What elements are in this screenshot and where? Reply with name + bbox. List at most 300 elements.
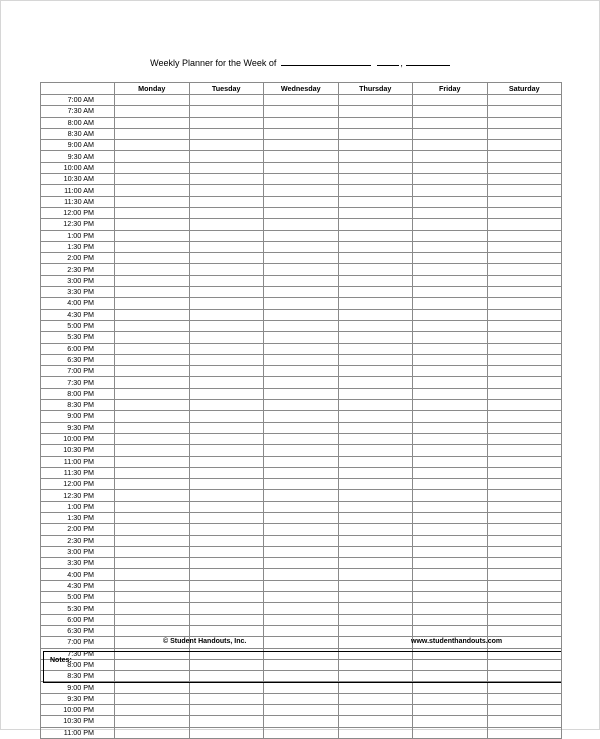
- schedule-cell-thursday[interactable]: [338, 287, 413, 298]
- schedule-cell-saturday[interactable]: [487, 219, 562, 230]
- schedule-cell-tuesday[interactable]: [189, 230, 264, 241]
- schedule-cell-thursday[interactable]: [338, 411, 413, 422]
- schedule-cell-thursday[interactable]: [338, 366, 413, 377]
- schedule-cell-friday[interactable]: [413, 524, 488, 535]
- schedule-cell-friday[interactable]: [413, 682, 488, 693]
- schedule-cell-monday[interactable]: [115, 320, 190, 331]
- schedule-cell-tuesday[interactable]: [189, 264, 264, 275]
- schedule-cell-thursday[interactable]: [338, 524, 413, 535]
- schedule-cell-friday[interactable]: [413, 479, 488, 490]
- schedule-cell-monday[interactable]: [115, 716, 190, 727]
- schedule-cell-wednesday[interactable]: [264, 524, 339, 535]
- schedule-cell-friday[interactable]: [413, 117, 488, 128]
- schedule-cell-friday[interactable]: [413, 727, 488, 738]
- schedule-cell-tuesday[interactable]: [189, 535, 264, 546]
- schedule-cell-friday[interactable]: [413, 614, 488, 625]
- schedule-cell-tuesday[interactable]: [189, 614, 264, 625]
- schedule-cell-thursday[interactable]: [338, 140, 413, 151]
- schedule-cell-thursday[interactable]: [338, 716, 413, 727]
- schedule-cell-wednesday[interactable]: [264, 614, 339, 625]
- schedule-cell-thursday[interactable]: [338, 400, 413, 411]
- schedule-cell-monday[interactable]: [115, 535, 190, 546]
- schedule-cell-thursday[interactable]: [338, 388, 413, 399]
- schedule-cell-tuesday[interactable]: [189, 501, 264, 512]
- schedule-cell-tuesday[interactable]: [189, 117, 264, 128]
- schedule-cell-wednesday[interactable]: [264, 140, 339, 151]
- schedule-cell-thursday[interactable]: [338, 241, 413, 252]
- schedule-cell-thursday[interactable]: [338, 682, 413, 693]
- schedule-cell-friday[interactable]: [413, 422, 488, 433]
- schedule-cell-thursday[interactable]: [338, 558, 413, 569]
- schedule-cell-wednesday[interactable]: [264, 95, 339, 106]
- schedule-cell-monday[interactable]: [115, 400, 190, 411]
- schedule-cell-tuesday[interactable]: [189, 512, 264, 523]
- schedule-cell-friday[interactable]: [413, 128, 488, 139]
- schedule-cell-wednesday[interactable]: [264, 241, 339, 252]
- schedule-cell-friday[interactable]: [413, 411, 488, 422]
- schedule-cell-thursday[interactable]: [338, 625, 413, 636]
- schedule-cell-tuesday[interactable]: [189, 140, 264, 151]
- schedule-cell-tuesday[interactable]: [189, 592, 264, 603]
- schedule-cell-wednesday[interactable]: [264, 592, 339, 603]
- schedule-cell-monday[interactable]: [115, 456, 190, 467]
- schedule-cell-monday[interactable]: [115, 309, 190, 320]
- schedule-cell-monday[interactable]: [115, 592, 190, 603]
- schedule-cell-friday[interactable]: [413, 253, 488, 264]
- schedule-cell-wednesday[interactable]: [264, 275, 339, 286]
- schedule-cell-friday[interactable]: [413, 275, 488, 286]
- schedule-cell-monday[interactable]: [115, 682, 190, 693]
- schedule-cell-saturday[interactable]: [487, 569, 562, 580]
- schedule-cell-wednesday[interactable]: [264, 287, 339, 298]
- schedule-cell-monday[interactable]: [115, 128, 190, 139]
- schedule-cell-tuesday[interactable]: [189, 388, 264, 399]
- schedule-cell-wednesday[interactable]: [264, 727, 339, 738]
- schedule-cell-monday[interactable]: [115, 117, 190, 128]
- schedule-cell-saturday[interactable]: [487, 422, 562, 433]
- schedule-cell-saturday[interactable]: [487, 377, 562, 388]
- schedule-cell-thursday[interactable]: [338, 479, 413, 490]
- schedule-cell-thursday[interactable]: [338, 332, 413, 343]
- schedule-cell-monday[interactable]: [115, 479, 190, 490]
- schedule-cell-wednesday[interactable]: [264, 535, 339, 546]
- schedule-cell-friday[interactable]: [413, 716, 488, 727]
- schedule-cell-monday[interactable]: [115, 705, 190, 716]
- schedule-cell-tuesday[interactable]: [189, 309, 264, 320]
- schedule-cell-saturday[interactable]: [487, 580, 562, 591]
- schedule-cell-saturday[interactable]: [487, 614, 562, 625]
- schedule-cell-monday[interactable]: [115, 106, 190, 117]
- schedule-cell-monday[interactable]: [115, 95, 190, 106]
- schedule-cell-saturday[interactable]: [487, 400, 562, 411]
- schedule-cell-wednesday[interactable]: [264, 196, 339, 207]
- schedule-cell-thursday[interactable]: [338, 467, 413, 478]
- schedule-cell-wednesday[interactable]: [264, 332, 339, 343]
- schedule-cell-saturday[interactable]: [487, 682, 562, 693]
- schedule-cell-thursday[interactable]: [338, 456, 413, 467]
- schedule-cell-saturday[interactable]: [487, 151, 562, 162]
- schedule-cell-thursday[interactable]: [338, 128, 413, 139]
- schedule-cell-friday[interactable]: [413, 207, 488, 218]
- schedule-cell-monday[interactable]: [115, 490, 190, 501]
- schedule-cell-tuesday[interactable]: [189, 580, 264, 591]
- schedule-cell-tuesday[interactable]: [189, 185, 264, 196]
- schedule-cell-thursday[interactable]: [338, 298, 413, 309]
- schedule-cell-saturday[interactable]: [487, 693, 562, 704]
- schedule-cell-thursday[interactable]: [338, 196, 413, 207]
- schedule-cell-thursday[interactable]: [338, 614, 413, 625]
- schedule-cell-friday[interactable]: [413, 140, 488, 151]
- schedule-cell-saturday[interactable]: [487, 558, 562, 569]
- schedule-cell-friday[interactable]: [413, 388, 488, 399]
- schedule-cell-wednesday[interactable]: [264, 546, 339, 557]
- schedule-cell-saturday[interactable]: [487, 241, 562, 252]
- schedule-cell-thursday[interactable]: [338, 354, 413, 365]
- schedule-cell-wednesday[interactable]: [264, 682, 339, 693]
- schedule-cell-thursday[interactable]: [338, 106, 413, 117]
- schedule-cell-tuesday[interactable]: [189, 603, 264, 614]
- schedule-cell-tuesday[interactable]: [189, 705, 264, 716]
- schedule-cell-monday[interactable]: [115, 275, 190, 286]
- schedule-cell-tuesday[interactable]: [189, 343, 264, 354]
- schedule-cell-monday[interactable]: [115, 433, 190, 444]
- schedule-cell-wednesday[interactable]: [264, 377, 339, 388]
- schedule-cell-friday[interactable]: [413, 546, 488, 557]
- schedule-cell-tuesday[interactable]: [189, 716, 264, 727]
- schedule-cell-saturday[interactable]: [487, 309, 562, 320]
- schedule-cell-tuesday[interactable]: [189, 151, 264, 162]
- schedule-cell-tuesday[interactable]: [189, 682, 264, 693]
- schedule-cell-friday[interactable]: [413, 603, 488, 614]
- schedule-cell-friday[interactable]: [413, 106, 488, 117]
- schedule-cell-thursday[interactable]: [338, 264, 413, 275]
- schedule-cell-wednesday[interactable]: [264, 512, 339, 523]
- schedule-cell-tuesday[interactable]: [189, 366, 264, 377]
- schedule-cell-tuesday[interactable]: [189, 411, 264, 422]
- schedule-cell-thursday[interactable]: [338, 185, 413, 196]
- schedule-cell-monday[interactable]: [115, 287, 190, 298]
- schedule-cell-tuesday[interactable]: [189, 625, 264, 636]
- schedule-cell-monday[interactable]: [115, 298, 190, 309]
- schedule-cell-thursday[interactable]: [338, 580, 413, 591]
- schedule-cell-thursday[interactable]: [338, 569, 413, 580]
- schedule-cell-wednesday[interactable]: [264, 456, 339, 467]
- schedule-cell-saturday[interactable]: [487, 479, 562, 490]
- schedule-cell-monday[interactable]: [115, 185, 190, 196]
- schedule-cell-saturday[interactable]: [487, 140, 562, 151]
- schedule-cell-friday[interactable]: [413, 320, 488, 331]
- schedule-cell-tuesday[interactable]: [189, 558, 264, 569]
- schedule-cell-wednesday[interactable]: [264, 625, 339, 636]
- schedule-cell-friday[interactable]: [413, 433, 488, 444]
- schedule-cell-saturday[interactable]: [487, 411, 562, 422]
- schedule-cell-monday[interactable]: [115, 445, 190, 456]
- schedule-cell-wednesday[interactable]: [264, 219, 339, 230]
- schedule-cell-monday[interactable]: [115, 422, 190, 433]
- schedule-cell-wednesday[interactable]: [264, 174, 339, 185]
- schedule-cell-thursday[interactable]: [338, 490, 413, 501]
- schedule-cell-monday[interactable]: [115, 411, 190, 422]
- schedule-cell-saturday[interactable]: [487, 625, 562, 636]
- schedule-cell-monday[interactable]: [115, 524, 190, 535]
- schedule-cell-thursday[interactable]: [338, 603, 413, 614]
- schedule-cell-monday[interactable]: [115, 546, 190, 557]
- schedule-cell-saturday[interactable]: [487, 501, 562, 512]
- schedule-cell-saturday[interactable]: [487, 546, 562, 557]
- schedule-cell-thursday[interactable]: [338, 343, 413, 354]
- schedule-cell-saturday[interactable]: [487, 95, 562, 106]
- schedule-cell-wednesday[interactable]: [264, 366, 339, 377]
- schedule-cell-tuesday[interactable]: [189, 332, 264, 343]
- schedule-cell-thursday[interactable]: [338, 162, 413, 173]
- schedule-cell-monday[interactable]: [115, 140, 190, 151]
- schedule-cell-friday[interactable]: [413, 343, 488, 354]
- schedule-cell-friday[interactable]: [413, 174, 488, 185]
- schedule-cell-thursday[interactable]: [338, 433, 413, 444]
- schedule-cell-monday[interactable]: [115, 162, 190, 173]
- schedule-cell-tuesday[interactable]: [189, 377, 264, 388]
- schedule-cell-monday[interactable]: [115, 467, 190, 478]
- schedule-cell-thursday[interactable]: [338, 592, 413, 603]
- schedule-cell-thursday[interactable]: [338, 445, 413, 456]
- schedule-cell-tuesday[interactable]: [189, 400, 264, 411]
- schedule-cell-saturday[interactable]: [487, 705, 562, 716]
- schedule-cell-saturday[interactable]: [487, 445, 562, 456]
- schedule-cell-monday[interactable]: [115, 501, 190, 512]
- schedule-cell-saturday[interactable]: [487, 535, 562, 546]
- schedule-cell-monday[interactable]: [115, 727, 190, 738]
- schedule-cell-friday[interactable]: [413, 219, 488, 230]
- schedule-cell-thursday[interactable]: [338, 693, 413, 704]
- schedule-cell-saturday[interactable]: [487, 366, 562, 377]
- schedule-cell-friday[interactable]: [413, 501, 488, 512]
- schedule-cell-tuesday[interactable]: [189, 524, 264, 535]
- schedule-cell-saturday[interactable]: [487, 117, 562, 128]
- schedule-cell-monday[interactable]: [115, 332, 190, 343]
- website-link[interactable]: www.studenthandouts.com: [411, 638, 503, 645]
- schedule-cell-friday[interactable]: [413, 332, 488, 343]
- schedule-cell-tuesday[interactable]: [189, 479, 264, 490]
- schedule-cell-wednesday[interactable]: [264, 580, 339, 591]
- schedule-cell-saturday[interactable]: [487, 603, 562, 614]
- schedule-cell-tuesday[interactable]: [189, 95, 264, 106]
- schedule-cell-friday[interactable]: [413, 445, 488, 456]
- notes-box[interactable]: [43, 651, 561, 683]
- schedule-cell-friday[interactable]: [413, 366, 488, 377]
- schedule-cell-thursday[interactable]: [338, 207, 413, 218]
- schedule-cell-friday[interactable]: [413, 558, 488, 569]
- schedule-cell-friday[interactable]: [413, 309, 488, 320]
- schedule-cell-thursday[interactable]: [338, 546, 413, 557]
- schedule-cell-wednesday[interactable]: [264, 411, 339, 422]
- schedule-cell-tuesday[interactable]: [189, 174, 264, 185]
- schedule-cell-monday[interactable]: [115, 264, 190, 275]
- schedule-cell-friday[interactable]: [413, 592, 488, 603]
- schedule-cell-monday[interactable]: [115, 569, 190, 580]
- schedule-cell-tuesday[interactable]: [189, 253, 264, 264]
- schedule-cell-wednesday[interactable]: [264, 705, 339, 716]
- schedule-cell-monday[interactable]: [115, 343, 190, 354]
- schedule-cell-friday[interactable]: [413, 625, 488, 636]
- schedule-cell-thursday[interactable]: [338, 535, 413, 546]
- schedule-cell-wednesday[interactable]: [264, 343, 339, 354]
- schedule-cell-friday[interactable]: [413, 185, 488, 196]
- schedule-cell-friday[interactable]: [413, 512, 488, 523]
- schedule-cell-monday[interactable]: [115, 625, 190, 636]
- schedule-cell-monday[interactable]: [115, 253, 190, 264]
- schedule-cell-friday[interactable]: [413, 467, 488, 478]
- schedule-cell-saturday[interactable]: [487, 320, 562, 331]
- schedule-cell-wednesday[interactable]: [264, 422, 339, 433]
- schedule-cell-tuesday[interactable]: [189, 219, 264, 230]
- schedule-cell-tuesday[interactable]: [189, 241, 264, 252]
- schedule-cell-wednesday[interactable]: [264, 433, 339, 444]
- schedule-cell-tuesday[interactable]: [189, 196, 264, 207]
- schedule-cell-saturday[interactable]: [487, 592, 562, 603]
- schedule-cell-wednesday[interactable]: [264, 128, 339, 139]
- schedule-cell-wednesday[interactable]: [264, 298, 339, 309]
- schedule-cell-tuesday[interactable]: [189, 298, 264, 309]
- schedule-cell-saturday[interactable]: [487, 512, 562, 523]
- schedule-cell-monday[interactable]: [115, 151, 190, 162]
- schedule-cell-thursday[interactable]: [338, 309, 413, 320]
- schedule-cell-wednesday[interactable]: [264, 445, 339, 456]
- schedule-cell-wednesday[interactable]: [264, 264, 339, 275]
- schedule-cell-friday[interactable]: [413, 151, 488, 162]
- schedule-cell-saturday[interactable]: [487, 727, 562, 738]
- schedule-cell-tuesday[interactable]: [189, 320, 264, 331]
- schedule-cell-wednesday[interactable]: [264, 185, 339, 196]
- schedule-cell-tuesday[interactable]: [189, 569, 264, 580]
- schedule-cell-friday[interactable]: [413, 95, 488, 106]
- schedule-cell-wednesday[interactable]: [264, 162, 339, 173]
- schedule-cell-tuesday[interactable]: [189, 275, 264, 286]
- schedule-cell-saturday[interactable]: [487, 253, 562, 264]
- schedule-cell-thursday[interactable]: [338, 512, 413, 523]
- schedule-cell-friday[interactable]: [413, 705, 488, 716]
- schedule-cell-wednesday[interactable]: [264, 253, 339, 264]
- schedule-cell-wednesday[interactable]: [264, 479, 339, 490]
- schedule-cell-saturday[interactable]: [487, 230, 562, 241]
- schedule-cell-tuesday[interactable]: [189, 287, 264, 298]
- schedule-cell-tuesday[interactable]: [189, 445, 264, 456]
- schedule-cell-tuesday[interactable]: [189, 546, 264, 557]
- schedule-cell-wednesday[interactable]: [264, 320, 339, 331]
- schedule-cell-monday[interactable]: [115, 207, 190, 218]
- schedule-cell-monday[interactable]: [115, 388, 190, 399]
- schedule-cell-wednesday[interactable]: [264, 230, 339, 241]
- schedule-cell-wednesday[interactable]: [264, 151, 339, 162]
- schedule-cell-wednesday[interactable]: [264, 693, 339, 704]
- schedule-cell-thursday[interactable]: [338, 174, 413, 185]
- schedule-cell-tuesday[interactable]: [189, 467, 264, 478]
- schedule-cell-thursday[interactable]: [338, 151, 413, 162]
- schedule-cell-saturday[interactable]: [487, 343, 562, 354]
- schedule-cell-saturday[interactable]: [487, 287, 562, 298]
- schedule-cell-saturday[interactable]: [487, 106, 562, 117]
- schedule-cell-monday[interactable]: [115, 614, 190, 625]
- schedule-cell-thursday[interactable]: [338, 705, 413, 716]
- schedule-cell-tuesday[interactable]: [189, 422, 264, 433]
- schedule-cell-thursday[interactable]: [338, 501, 413, 512]
- schedule-cell-friday[interactable]: [413, 241, 488, 252]
- schedule-cell-monday[interactable]: [115, 558, 190, 569]
- schedule-cell-wednesday[interactable]: [264, 490, 339, 501]
- schedule-cell-friday[interactable]: [413, 377, 488, 388]
- schedule-cell-monday[interactable]: [115, 174, 190, 185]
- schedule-cell-thursday[interactable]: [338, 422, 413, 433]
- schedule-cell-wednesday[interactable]: [264, 207, 339, 218]
- schedule-cell-saturday[interactable]: [487, 162, 562, 173]
- schedule-cell-wednesday[interactable]: [264, 558, 339, 569]
- schedule-cell-tuesday[interactable]: [189, 106, 264, 117]
- schedule-cell-monday[interactable]: [115, 196, 190, 207]
- schedule-cell-friday[interactable]: [413, 196, 488, 207]
- schedule-cell-thursday[interactable]: [338, 219, 413, 230]
- schedule-cell-wednesday[interactable]: [264, 501, 339, 512]
- schedule-cell-thursday[interactable]: [338, 95, 413, 106]
- schedule-cell-saturday[interactable]: [487, 433, 562, 444]
- schedule-cell-monday[interactable]: [115, 241, 190, 252]
- schedule-cell-tuesday[interactable]: [189, 490, 264, 501]
- schedule-cell-wednesday[interactable]: [264, 106, 339, 117]
- schedule-cell-saturday[interactable]: [487, 264, 562, 275]
- schedule-cell-wednesday[interactable]: [264, 388, 339, 399]
- schedule-cell-saturday[interactable]: [487, 196, 562, 207]
- schedule-cell-friday[interactable]: [413, 693, 488, 704]
- schedule-cell-friday[interactable]: [413, 580, 488, 591]
- schedule-cell-thursday[interactable]: [338, 117, 413, 128]
- schedule-cell-monday[interactable]: [115, 512, 190, 523]
- schedule-cell-saturday[interactable]: [487, 207, 562, 218]
- schedule-cell-thursday[interactable]: [338, 320, 413, 331]
- schedule-cell-tuesday[interactable]: [189, 456, 264, 467]
- schedule-cell-friday[interactable]: [413, 535, 488, 546]
- schedule-cell-saturday[interactable]: [487, 490, 562, 501]
- schedule-cell-saturday[interactable]: [487, 128, 562, 139]
- schedule-cell-saturday[interactable]: [487, 716, 562, 727]
- schedule-cell-saturday[interactable]: [487, 354, 562, 365]
- schedule-cell-monday[interactable]: [115, 230, 190, 241]
- schedule-cell-saturday[interactable]: [487, 174, 562, 185]
- schedule-cell-saturday[interactable]: [487, 524, 562, 535]
- schedule-cell-thursday[interactable]: [338, 253, 413, 264]
- schedule-cell-friday[interactable]: [413, 456, 488, 467]
- schedule-cell-friday[interactable]: [413, 264, 488, 275]
- schedule-cell-friday[interactable]: [413, 354, 488, 365]
- schedule-cell-wednesday[interactable]: [264, 400, 339, 411]
- schedule-cell-friday[interactable]: [413, 162, 488, 173]
- schedule-cell-monday[interactable]: [115, 219, 190, 230]
- schedule-cell-friday[interactable]: [413, 569, 488, 580]
- schedule-cell-wednesday[interactable]: [264, 603, 339, 614]
- schedule-cell-thursday[interactable]: [338, 727, 413, 738]
- schedule-cell-friday[interactable]: [413, 287, 488, 298]
- schedule-cell-tuesday[interactable]: [189, 207, 264, 218]
- schedule-cell-tuesday[interactable]: [189, 354, 264, 365]
- schedule-cell-thursday[interactable]: [338, 230, 413, 241]
- schedule-cell-wednesday[interactable]: [264, 117, 339, 128]
- schedule-cell-saturday[interactable]: [487, 332, 562, 343]
- schedule-cell-tuesday[interactable]: [189, 693, 264, 704]
- schedule-cell-monday[interactable]: [115, 693, 190, 704]
- schedule-cell-monday[interactable]: [115, 580, 190, 591]
- schedule-cell-wednesday[interactable]: [264, 309, 339, 320]
- schedule-cell-wednesday[interactable]: [264, 467, 339, 478]
- schedule-cell-saturday[interactable]: [487, 275, 562, 286]
- schedule-cell-tuesday[interactable]: [189, 128, 264, 139]
- schedule-cell-wednesday[interactable]: [264, 354, 339, 365]
